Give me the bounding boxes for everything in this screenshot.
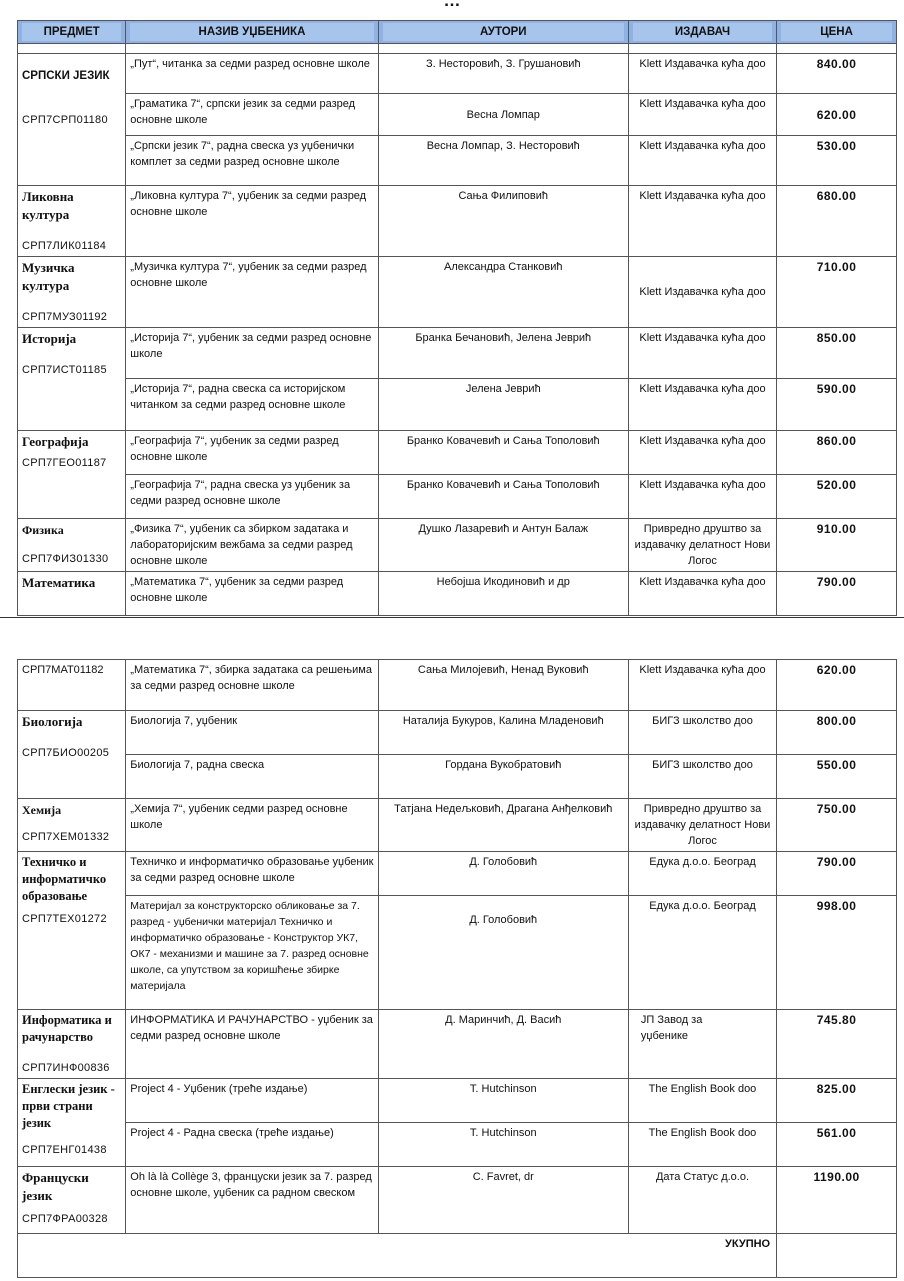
- book-authors: Александра Станковић: [378, 257, 628, 328]
- table-row: [18, 1167, 897, 1234]
- subject-name: Биологија: [22, 714, 83, 729]
- table-row: [18, 379, 897, 431]
- subject-cell: [18, 572, 126, 616]
- subject-cell: [18, 852, 126, 1010]
- book-price: 590.00: [777, 379, 897, 431]
- subject-cell: [18, 799, 126, 852]
- book-price: 840.00: [777, 54, 897, 94]
- book-authors: Сања Филиповић: [378, 186, 628, 257]
- subject-cell: [18, 711, 126, 799]
- subject-cell: [18, 186, 126, 257]
- book-publisher: Klett Издавачка кућа доо: [628, 54, 776, 94]
- book-title: „Математика 7“, збирка задатака са решењима за седми разред основне школе: [126, 660, 378, 711]
- subject-cell: [18, 1079, 126, 1167]
- table-row: [18, 54, 897, 94]
- table-row: [18, 136, 897, 186]
- table-row: [18, 852, 897, 896]
- table-row: [18, 328, 897, 379]
- header-publisher: ИЗДАВАЧ: [628, 21, 776, 44]
- subject-name: Енглески језик - први страни језик: [22, 1082, 115, 1130]
- page-break-line: [0, 617, 904, 618]
- book-authors: Весна Ломпар, З. Несторовић: [378, 136, 628, 186]
- subject-code: СРП7ИСТ01185: [22, 364, 107, 376]
- book-title: „Математика 7“, уџбеник за седми разред основне школе: [126, 572, 378, 616]
- book-price: 620.00: [777, 94, 897, 136]
- book-publisher: Привредно друштво за издавачку делатност Нови Логос: [628, 799, 776, 852]
- table-row: [18, 799, 897, 852]
- table-row: [18, 94, 897, 136]
- subject-name: СРПСКИ ЈЕЗИК: [22, 70, 110, 82]
- book-title: „Географија 7“, уџбеник за седми разред основне школе: [126, 431, 378, 475]
- book-price: 790.00: [777, 572, 897, 616]
- book-publisher: Едука д.о.о. Београд: [628, 896, 776, 1010]
- subject-name: Француски језик: [22, 1170, 89, 1203]
- book-title: „Музичка култура 7“, уџбеник за седми разред основне школе: [126, 257, 378, 328]
- book-publisher: Klett Издавачка кућа доо: [628, 94, 776, 136]
- book-title: „Историја 7“, радна свеска са историјском читанком за седми разред основне школе: [126, 379, 378, 431]
- subject-code: СРП7СРП01180: [22, 114, 108, 126]
- book-authors: T. Hutchinson: [378, 1123, 628, 1167]
- book-price: 550.00: [777, 755, 897, 799]
- header-authors: АУТОРИ: [378, 21, 628, 44]
- subject-cell: [18, 1010, 126, 1079]
- page-title-fragment: …: [443, 0, 461, 10]
- book-authors: Сања Милојевић, Ненад Вуковић: [378, 660, 628, 711]
- header-price: ЦЕНА: [777, 21, 897, 44]
- book-publisher: Дата Статус д.о.о.: [628, 1167, 776, 1234]
- book-title: „Ликовна култура 7“, уџбеник за седми разред основне школе: [126, 186, 378, 257]
- book-price: 800.00: [777, 711, 897, 755]
- book-price: 850.00: [777, 328, 897, 379]
- book-authors: Гордана Вукобратовић: [378, 755, 628, 799]
- table-row: [18, 572, 897, 616]
- book-publisher: Klett Издавачка кућа доо: [628, 136, 776, 186]
- subject-name: Историја: [22, 331, 77, 346]
- book-publisher: Klett Издавачка кућа доо: [628, 328, 776, 379]
- subject-cell: [18, 1167, 126, 1234]
- table-row: [18, 257, 897, 328]
- book-title: „Српски језик 7“, радна свеска уз уџбенички комплет за седми разред основне школе: [126, 136, 378, 186]
- book-title: Материјал за конструкторско обликовање за 7. разред - уџбенички материјал Техничко и информатичко образовање - Конструктор УК7, ОК7 - механизми и машине за 7. разред основне школе, са упутством за коришћење збирке материјала: [126, 896, 378, 1010]
- total-label: УКУПНО: [18, 1234, 777, 1278]
- book-publisher: Привредно друштво за издавачку делатност Нови Логос: [628, 519, 776, 572]
- book-publisher: БИГЗ школство доо: [628, 755, 776, 799]
- subject-code: СРП7ФРА00328: [22, 1213, 108, 1225]
- table-row: [18, 896, 897, 1010]
- total-value: [777, 1234, 897, 1278]
- book-title: Oh là là Collège 3, француски језик за 7. разред основне школе, уџбеник са радном свеском: [126, 1167, 378, 1234]
- header-subject: ПРЕДМЕТ: [18, 21, 126, 44]
- book-price: 710.00: [777, 257, 897, 328]
- textbook-table-page-1: [17, 20, 897, 616]
- book-price: 530.00: [777, 136, 897, 186]
- header-spacer-row: [18, 44, 897, 54]
- book-publisher: Klett Издавачка кућа доо: [628, 379, 776, 431]
- book-publisher: Klett Издавачка кућа доо: [628, 475, 776, 519]
- table-row: [18, 711, 897, 755]
- book-authors: Д. Маринчић, Д. Васић: [378, 1010, 628, 1079]
- book-price: 1190.00: [777, 1167, 897, 1234]
- subject-code: СРП7ЛИК01184: [22, 240, 107, 252]
- book-authors: Бранко Ковачевић и Сања Тополовић: [378, 431, 628, 475]
- book-title: Биологија 7, радна свеска: [126, 755, 378, 799]
- table-row: [18, 1079, 897, 1123]
- subject-name: Информатика и рачунарство: [22, 1013, 112, 1044]
- subject-name: Ликовна култура: [22, 189, 74, 222]
- book-price: 910.00: [777, 519, 897, 572]
- subject-name: Физика: [22, 523, 64, 537]
- book-title: Техничко и информатичко образовање уџбеник за седми разред основне школе: [126, 852, 378, 896]
- subject-cell: [18, 328, 126, 431]
- subject-cell: [18, 257, 126, 328]
- subject-code: СРП7ЕНГ01438: [22, 1144, 107, 1156]
- subject-name: Техничко и информатичко образовање: [22, 855, 107, 903]
- subject-code: СРП7ТЕХ01272: [22, 913, 107, 925]
- book-publisher: Klett Издавачка кућа доо: [628, 660, 776, 711]
- book-price: 998.00: [777, 896, 897, 1010]
- subject-name: Математика: [22, 575, 96, 590]
- book-title: „Историја 7“, уџбеник за седми разред основне школе: [126, 328, 378, 379]
- table-row: [18, 519, 897, 572]
- book-title: „Географија 7“, радна свеска уз уџбеник за седми разред основне школе: [126, 475, 378, 519]
- book-publisher: Klett Издавачка кућа доо: [628, 431, 776, 475]
- subject-name: Музичка култура: [22, 260, 75, 293]
- book-publisher: The English Book doo: [628, 1079, 776, 1123]
- book-authors: Д. Голобовић: [378, 852, 628, 896]
- book-authors: T. Hutchinson: [378, 1079, 628, 1123]
- book-title: Project 4 - Уџбеник (треће издање): [126, 1079, 378, 1123]
- table-row: [18, 186, 897, 257]
- subject-code: СРП7ФИЗ01330: [22, 553, 109, 565]
- book-publisher: Klett Издавачка кућа доо: [628, 572, 776, 616]
- book-authors: З. Несторовић, З. Грушановић: [378, 54, 628, 94]
- book-title: „Физика 7“, уџбеник са збирком задатака и лабораторијским вежбама за седми разред основне школе: [126, 519, 378, 572]
- book-publisher: ЈП Завод за уџбенике: [628, 1010, 776, 1079]
- subject-code: СРП7ГЕО01187: [22, 457, 107, 469]
- header-row: [18, 21, 897, 44]
- book-title: „Пут“, читанка за седми разред основне школе: [126, 54, 378, 94]
- subject-code: СРП7БИО00205: [22, 747, 110, 759]
- book-price: 860.00: [777, 431, 897, 475]
- book-authors: C. Favret, dr: [378, 1167, 628, 1234]
- book-authors: Татјана Недељковић, Драгана Анђелковић: [378, 799, 628, 852]
- book-publisher: Klett Издавачка кућа доо: [628, 186, 776, 257]
- book-authors: Бранко Ковачевић и Сања Тополовић: [378, 475, 628, 519]
- book-price: 790.00: [777, 852, 897, 896]
- total-row: [18, 1234, 897, 1278]
- book-price: 561.00: [777, 1123, 897, 1167]
- book-publisher: Klett Издавачка кућа доо: [628, 257, 776, 328]
- book-price: 620.00: [777, 660, 897, 711]
- subject-name: Хемија: [22, 803, 62, 817]
- subject-code: СРП7МАТ01182: [22, 664, 104, 676]
- subject-cell: [18, 54, 126, 186]
- book-price: 680.00: [777, 186, 897, 257]
- textbook-table-page-2: [17, 659, 897, 1278]
- book-authors: Душко Лазаревић и Антун Балаж: [378, 519, 628, 572]
- book-authors: Јелена Јеврић: [378, 379, 628, 431]
- subject-cell: [18, 519, 126, 572]
- table-row: [18, 1010, 897, 1079]
- table-row: [18, 660, 897, 711]
- book-title: ИНФОРМАТИКА И РАЧУНАРСТВО - уџбеник за седми разред основне школе: [126, 1010, 378, 1079]
- book-publisher: Едука д.о.о. Београд: [628, 852, 776, 896]
- book-authors: Д. Голобовић: [378, 896, 628, 1010]
- book-title: Project 4 - Радна свеска (треће издање): [126, 1123, 378, 1167]
- book-publisher: БИГЗ школство доо: [628, 711, 776, 755]
- book-price: 825.00: [777, 1079, 897, 1123]
- subject-cell: [18, 431, 126, 519]
- book-price: 520.00: [777, 475, 897, 519]
- book-title: „Хемија 7“, уџбеник седми разред основне школе: [126, 799, 378, 852]
- table-row: [18, 475, 897, 519]
- book-authors: Бранка Бечановић, Јелена Јеврић: [378, 328, 628, 379]
- subject-cell: [18, 660, 126, 711]
- subject-code: СРП7ИНФ00836: [22, 1062, 110, 1074]
- book-title: Биологија 7, уџбеник: [126, 711, 378, 755]
- subject-name: Географија: [22, 434, 89, 449]
- book-price: 745.80: [777, 1010, 897, 1079]
- header-title: НАЗИВ УЏБЕНИКА: [126, 21, 378, 44]
- book-authors: Весна Ломпар: [378, 94, 628, 136]
- subject-code: СРП7ХЕМ01332: [22, 831, 110, 843]
- table-row: [18, 1123, 897, 1167]
- book-publisher: The English Book doo: [628, 1123, 776, 1167]
- book-price: 750.00: [777, 799, 897, 852]
- book-authors: Наталија Букуров, Калина Младеновић: [378, 711, 628, 755]
- subject-code: СРП7МУЗ01192: [22, 311, 108, 323]
- table-row: [18, 431, 897, 475]
- book-authors: Небојша Икодиновић и др: [378, 572, 628, 616]
- table-row: [18, 755, 897, 799]
- book-title: „Граматика 7“, српски језик за седми разред основне школе: [126, 94, 378, 136]
